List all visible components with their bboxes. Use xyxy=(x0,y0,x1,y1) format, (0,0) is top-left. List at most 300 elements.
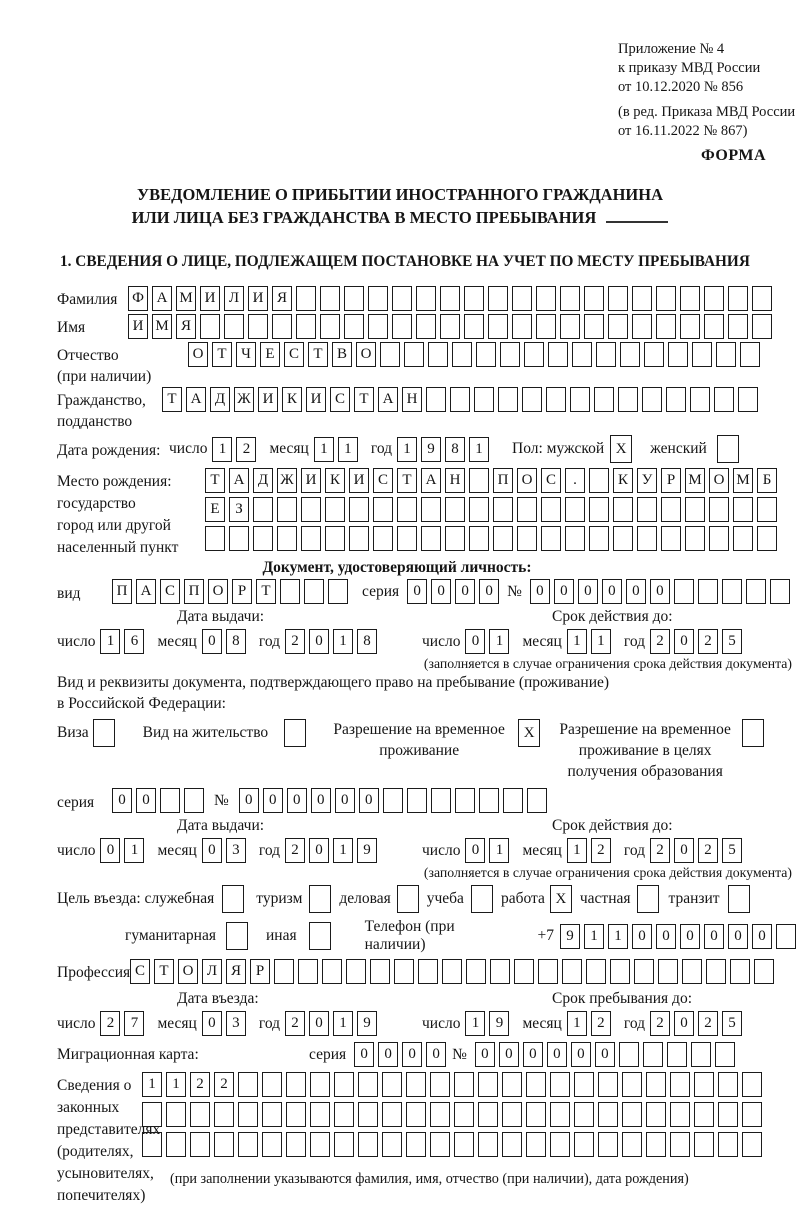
char-box[interactable] xyxy=(442,959,462,984)
char-box[interactable]: 0 xyxy=(112,788,132,813)
char-box[interactable]: 1 xyxy=(314,437,334,462)
char-box[interactable]: 0 xyxy=(359,788,379,813)
char-box[interactable] xyxy=(325,497,345,522)
char-box[interactable] xyxy=(643,1042,663,1067)
char-box[interactable] xyxy=(512,314,532,339)
char-box[interactable] xyxy=(380,342,400,367)
char-box[interactable]: 0 xyxy=(578,579,598,604)
char-box[interactable]: Т xyxy=(162,387,182,412)
char-box[interactable]: 1 xyxy=(465,1011,485,1036)
char-box[interactable] xyxy=(466,959,486,984)
char-box[interactable] xyxy=(325,526,345,551)
char-box[interactable]: 0 xyxy=(309,1011,329,1036)
char-box[interactable] xyxy=(488,314,508,339)
char-box[interactable] xyxy=(328,579,348,604)
char-box[interactable] xyxy=(214,1132,234,1157)
char-box[interactable] xyxy=(757,526,777,551)
char-box[interactable] xyxy=(757,497,777,522)
char-box[interactable]: 3 xyxy=(226,1011,246,1036)
char-box[interactable]: 0 xyxy=(311,788,331,813)
char-box[interactable] xyxy=(358,1072,378,1097)
char-box[interactable] xyxy=(661,497,681,522)
char-box[interactable]: О xyxy=(517,468,537,493)
char-box[interactable] xyxy=(550,1102,570,1127)
char-box[interactable] xyxy=(658,959,678,984)
char-box[interactable]: К xyxy=(282,387,302,412)
char-box[interactable] xyxy=(728,286,748,311)
char-box[interactable] xyxy=(586,959,606,984)
char-box[interactable] xyxy=(452,342,472,367)
char-box[interactable]: Т xyxy=(205,468,225,493)
char-box[interactable]: 0 xyxy=(626,579,646,604)
char-box[interactable] xyxy=(730,959,750,984)
char-box[interactable] xyxy=(738,387,758,412)
char-box[interactable] xyxy=(478,1132,498,1157)
char-box[interactable] xyxy=(349,526,369,551)
char-box[interactable] xyxy=(694,1102,714,1127)
char-box[interactable]: 1 xyxy=(212,437,232,462)
char-box[interactable]: 2 xyxy=(591,838,611,863)
char-box[interactable] xyxy=(373,526,393,551)
char-box[interactable] xyxy=(512,286,532,311)
char-box[interactable]: 1 xyxy=(469,437,489,462)
char-box[interactable]: 0 xyxy=(728,924,748,949)
char-box[interactable] xyxy=(694,1132,714,1157)
char-box[interactable] xyxy=(522,387,542,412)
char-box[interactable]: 2 xyxy=(698,838,718,863)
char-box[interactable] xyxy=(541,497,561,522)
char-box[interactable]: Е xyxy=(205,497,225,522)
checkbox-purpose-private[interactable] xyxy=(637,885,659,913)
char-box[interactable]: Л xyxy=(224,286,244,311)
char-box[interactable]: 0 xyxy=(632,924,652,949)
char-box[interactable]: 1 xyxy=(333,838,353,863)
char-box[interactable] xyxy=(680,286,700,311)
char-box[interactable] xyxy=(715,1042,735,1067)
char-box[interactable]: О xyxy=(709,468,729,493)
char-box[interactable] xyxy=(166,1132,186,1157)
char-box[interactable] xyxy=(320,314,340,339)
char-box[interactable] xyxy=(346,959,366,984)
char-box[interactable]: 0 xyxy=(309,838,329,863)
char-box[interactable]: Я xyxy=(272,286,292,311)
char-box[interactable]: П xyxy=(493,468,513,493)
char-box[interactable]: Т xyxy=(397,468,417,493)
checkbox-temp-permit[interactable]: X xyxy=(518,719,540,747)
char-box[interactable] xyxy=(622,1132,642,1157)
char-box[interactable] xyxy=(574,1102,594,1127)
char-box[interactable]: Т xyxy=(308,342,328,367)
char-box[interactable] xyxy=(455,788,475,813)
char-box[interactable] xyxy=(666,387,686,412)
char-box[interactable] xyxy=(184,788,204,813)
char-box[interactable] xyxy=(310,1132,330,1157)
char-box[interactable]: 5 xyxy=(722,838,742,863)
char-box[interactable]: 2 xyxy=(650,629,670,654)
char-box[interactable] xyxy=(718,1132,738,1157)
char-box[interactable]: 2 xyxy=(650,838,670,863)
char-box[interactable] xyxy=(190,1102,210,1127)
char-box[interactable]: 0 xyxy=(674,629,694,654)
char-box[interactable]: 9 xyxy=(489,1011,509,1036)
char-box[interactable] xyxy=(430,1132,450,1157)
char-box[interactable] xyxy=(661,526,681,551)
char-box[interactable]: У xyxy=(637,468,657,493)
char-box[interactable]: 1 xyxy=(333,1011,353,1036)
char-box[interactable]: 9 xyxy=(560,924,580,949)
char-box[interactable] xyxy=(562,959,582,984)
char-box[interactable]: 1 xyxy=(338,437,358,462)
char-box[interactable] xyxy=(752,286,772,311)
char-box[interactable] xyxy=(716,342,736,367)
char-box[interactable] xyxy=(493,526,513,551)
char-box[interactable]: О xyxy=(178,959,198,984)
char-box[interactable] xyxy=(742,1072,762,1097)
char-box[interactable]: 0 xyxy=(202,1011,222,1036)
char-box[interactable]: 5 xyxy=(722,1011,742,1036)
char-box[interactable]: И xyxy=(349,468,369,493)
char-box[interactable]: 0 xyxy=(674,1011,694,1036)
char-box[interactable] xyxy=(619,1042,639,1067)
char-box[interactable]: А xyxy=(421,468,441,493)
char-box[interactable] xyxy=(667,1042,687,1067)
char-box[interactable]: 1 xyxy=(397,437,417,462)
char-box[interactable] xyxy=(500,342,520,367)
char-box[interactable] xyxy=(406,1132,426,1157)
char-box[interactable] xyxy=(503,788,523,813)
char-box[interactable] xyxy=(474,387,494,412)
char-box[interactable]: Е xyxy=(260,342,280,367)
char-box[interactable] xyxy=(428,342,448,367)
char-box[interactable] xyxy=(770,579,790,604)
char-box[interactable] xyxy=(407,788,427,813)
char-box[interactable] xyxy=(334,1102,354,1127)
char-box[interactable] xyxy=(430,1102,450,1127)
char-box[interactable] xyxy=(370,959,390,984)
char-box[interactable]: И xyxy=(248,286,268,311)
char-box[interactable] xyxy=(382,1072,402,1097)
char-box[interactable] xyxy=(613,526,633,551)
char-box[interactable] xyxy=(286,1132,306,1157)
char-box[interactable]: 5 xyxy=(722,629,742,654)
char-box[interactable] xyxy=(320,286,340,311)
char-box[interactable] xyxy=(373,497,393,522)
char-box[interactable]: 1 xyxy=(166,1072,186,1097)
char-box[interactable] xyxy=(694,1072,714,1097)
char-box[interactable] xyxy=(440,314,460,339)
char-box[interactable]: 1 xyxy=(608,924,628,949)
char-box[interactable]: 0 xyxy=(499,1042,519,1067)
char-box[interactable] xyxy=(613,497,633,522)
checkbox-purpose-study[interactable] xyxy=(471,885,493,913)
char-box[interactable] xyxy=(637,526,657,551)
char-box[interactable] xyxy=(142,1102,162,1127)
char-box[interactable] xyxy=(514,959,534,984)
checkbox-edu-permit[interactable] xyxy=(742,719,764,747)
char-box[interactable] xyxy=(476,342,496,367)
char-box[interactable] xyxy=(310,1072,330,1097)
char-box[interactable]: 1 xyxy=(100,629,120,654)
char-box[interactable] xyxy=(526,1102,546,1127)
char-box[interactable] xyxy=(344,314,364,339)
char-box[interactable] xyxy=(634,959,654,984)
checkbox-gender-female[interactable] xyxy=(717,435,739,463)
char-box[interactable] xyxy=(584,286,604,311)
char-box[interactable]: И xyxy=(258,387,278,412)
char-box[interactable]: И xyxy=(306,387,326,412)
char-box[interactable]: 7 xyxy=(124,1011,144,1036)
char-box[interactable]: 0 xyxy=(202,838,222,863)
char-box[interactable] xyxy=(754,959,774,984)
char-box[interactable] xyxy=(565,497,585,522)
char-box[interactable]: Р xyxy=(250,959,270,984)
char-box[interactable]: 0 xyxy=(475,1042,495,1067)
char-box[interactable]: Т xyxy=(154,959,174,984)
checkbox-purpose-other[interactable] xyxy=(309,922,331,950)
char-box[interactable] xyxy=(286,1102,306,1127)
char-box[interactable] xyxy=(728,314,748,339)
char-box[interactable] xyxy=(538,959,558,984)
char-box[interactable]: 0 xyxy=(650,579,670,604)
char-box[interactable] xyxy=(596,342,616,367)
char-box[interactable] xyxy=(322,959,342,984)
char-box[interactable] xyxy=(286,1072,306,1097)
char-box[interactable] xyxy=(238,1072,258,1097)
char-box[interactable] xyxy=(502,1102,522,1127)
char-box[interactable]: П xyxy=(184,579,204,604)
char-box[interactable]: З xyxy=(229,497,249,522)
char-box[interactable] xyxy=(680,314,700,339)
char-box[interactable]: 0 xyxy=(426,1042,446,1067)
char-box[interactable] xyxy=(296,286,316,311)
char-box[interactable] xyxy=(296,314,316,339)
char-box[interactable]: И xyxy=(128,314,148,339)
char-box[interactable]: 1 xyxy=(567,1011,587,1036)
char-box[interactable] xyxy=(718,1072,738,1097)
char-box[interactable]: 1 xyxy=(591,629,611,654)
char-box[interactable]: 2 xyxy=(698,629,718,654)
char-box[interactable] xyxy=(656,314,676,339)
checkbox-purpose-work[interactable]: X xyxy=(550,885,572,913)
char-box[interactable]: Д xyxy=(253,468,273,493)
char-box[interactable] xyxy=(274,959,294,984)
char-box[interactable] xyxy=(594,387,614,412)
char-box[interactable] xyxy=(200,314,220,339)
char-box[interactable]: Ж xyxy=(277,468,297,493)
char-box[interactable] xyxy=(550,1132,570,1157)
char-box[interactable]: Б xyxy=(757,468,777,493)
char-box[interactable] xyxy=(589,497,609,522)
char-box[interactable] xyxy=(646,1072,666,1097)
char-box[interactable]: 2 xyxy=(236,437,256,462)
char-box[interactable]: 0 xyxy=(202,629,222,654)
char-box[interactable]: Т xyxy=(256,579,276,604)
char-box[interactable] xyxy=(598,1102,618,1127)
char-box[interactable] xyxy=(406,1072,426,1097)
char-box[interactable] xyxy=(301,497,321,522)
char-box[interactable] xyxy=(450,387,470,412)
char-box[interactable]: А xyxy=(186,387,206,412)
char-box[interactable] xyxy=(464,286,484,311)
char-box[interactable]: 0 xyxy=(136,788,156,813)
checkbox-residence-permit[interactable] xyxy=(284,719,306,747)
char-box[interactable] xyxy=(517,497,537,522)
char-box[interactable]: 2 xyxy=(100,1011,120,1036)
char-box[interactable]: 0 xyxy=(523,1042,543,1067)
char-box[interactable] xyxy=(704,286,724,311)
char-box[interactable] xyxy=(608,314,628,339)
char-box[interactable]: 9 xyxy=(421,437,441,462)
char-box[interactable]: О xyxy=(208,579,228,604)
char-box[interactable] xyxy=(690,387,710,412)
char-box[interactable] xyxy=(392,286,412,311)
char-box[interactable]: 2 xyxy=(285,629,305,654)
char-box[interactable] xyxy=(397,497,417,522)
char-box[interactable]: 1 xyxy=(584,924,604,949)
char-box[interactable] xyxy=(301,526,321,551)
char-box[interactable]: 1 xyxy=(567,629,587,654)
char-box[interactable]: 8 xyxy=(445,437,465,462)
char-box[interactable]: С xyxy=(130,959,150,984)
char-box[interactable]: 0 xyxy=(674,838,694,863)
checkbox-purpose-business[interactable] xyxy=(397,885,419,913)
char-box[interactable] xyxy=(526,1132,546,1157)
char-box[interactable]: А xyxy=(229,468,249,493)
char-box[interactable] xyxy=(229,526,249,551)
char-box[interactable] xyxy=(344,286,364,311)
char-box[interactable] xyxy=(397,526,417,551)
char-box[interactable]: 2 xyxy=(650,1011,670,1036)
char-box[interactable] xyxy=(224,314,244,339)
char-box[interactable] xyxy=(550,1072,570,1097)
char-box[interactable] xyxy=(656,286,676,311)
char-box[interactable] xyxy=(416,314,436,339)
char-box[interactable]: 0 xyxy=(595,1042,615,1067)
char-box[interactable]: 1 xyxy=(333,629,353,654)
char-box[interactable]: 0 xyxy=(656,924,676,949)
char-box[interactable] xyxy=(334,1072,354,1097)
char-box[interactable]: 2 xyxy=(214,1072,234,1097)
char-box[interactable]: 2 xyxy=(591,1011,611,1036)
char-box[interactable]: 0 xyxy=(100,838,120,863)
char-box[interactable] xyxy=(394,959,414,984)
char-box[interactable]: 0 xyxy=(309,629,329,654)
char-box[interactable] xyxy=(382,1102,402,1127)
checkbox-purpose-transit[interactable] xyxy=(728,885,750,913)
char-box[interactable] xyxy=(598,1072,618,1097)
char-box[interactable] xyxy=(479,788,499,813)
char-box[interactable] xyxy=(418,959,438,984)
char-box[interactable]: А xyxy=(136,579,156,604)
char-box[interactable] xyxy=(536,314,556,339)
char-box[interactable]: Т xyxy=(354,387,374,412)
char-box[interactable] xyxy=(691,1042,711,1067)
char-box[interactable]: 0 xyxy=(287,788,307,813)
char-box[interactable] xyxy=(685,526,705,551)
char-box[interactable] xyxy=(298,959,318,984)
char-box[interactable]: 0 xyxy=(335,788,355,813)
char-box[interactable]: К xyxy=(325,468,345,493)
char-box[interactable] xyxy=(277,497,297,522)
char-box[interactable] xyxy=(493,497,513,522)
char-box[interactable]: 0 xyxy=(465,629,485,654)
char-box[interactable] xyxy=(526,1072,546,1097)
char-box[interactable]: 0 xyxy=(571,1042,591,1067)
char-box[interactable] xyxy=(277,526,297,551)
char-box[interactable] xyxy=(430,1072,450,1097)
char-box[interactable]: И xyxy=(200,286,220,311)
char-box[interactable] xyxy=(253,497,273,522)
char-box[interactable] xyxy=(349,497,369,522)
char-box[interactable] xyxy=(740,342,760,367)
char-box[interactable] xyxy=(262,1072,282,1097)
char-box[interactable]: 8 xyxy=(357,629,377,654)
char-box[interactable] xyxy=(478,1102,498,1127)
char-box[interactable] xyxy=(383,788,403,813)
char-box[interactable] xyxy=(632,314,652,339)
char-box[interactable] xyxy=(406,1102,426,1127)
char-box[interactable] xyxy=(440,286,460,311)
char-box[interactable] xyxy=(524,342,544,367)
char-box[interactable]: . xyxy=(565,468,585,493)
char-box[interactable]: 0 xyxy=(263,788,283,813)
char-box[interactable] xyxy=(646,1132,666,1157)
char-box[interactable] xyxy=(674,579,694,604)
char-box[interactable] xyxy=(709,497,729,522)
char-box[interactable]: Р xyxy=(661,468,681,493)
char-box[interactable]: А xyxy=(378,387,398,412)
char-box[interactable] xyxy=(502,1132,522,1157)
char-box[interactable] xyxy=(742,1132,762,1157)
char-box[interactable]: 0 xyxy=(239,788,259,813)
char-box[interactable] xyxy=(392,314,412,339)
char-box[interactable] xyxy=(718,1102,738,1127)
char-box[interactable] xyxy=(584,314,604,339)
char-box[interactable] xyxy=(280,579,300,604)
char-box[interactable] xyxy=(632,286,652,311)
char-box[interactable]: К xyxy=(613,468,633,493)
char-box[interactable] xyxy=(622,1072,642,1097)
char-box[interactable] xyxy=(682,959,702,984)
char-box[interactable] xyxy=(488,286,508,311)
char-box[interactable]: 0 xyxy=(704,924,724,949)
char-box[interactable] xyxy=(368,314,388,339)
char-box[interactable] xyxy=(358,1102,378,1127)
char-box[interactable] xyxy=(698,579,718,604)
char-box[interactable]: Т xyxy=(212,342,232,367)
char-box[interactable]: Ж xyxy=(234,387,254,412)
char-box[interactable]: 0 xyxy=(354,1042,374,1067)
char-box[interactable]: 6 xyxy=(124,629,144,654)
char-box[interactable]: 0 xyxy=(547,1042,567,1067)
char-box[interactable]: Я xyxy=(226,959,246,984)
char-box[interactable]: С xyxy=(160,579,180,604)
checkbox-purpose-tourism[interactable] xyxy=(309,885,331,913)
char-box[interactable] xyxy=(469,468,489,493)
char-box[interactable]: 1 xyxy=(567,838,587,863)
char-box[interactable] xyxy=(709,526,729,551)
char-box[interactable]: С xyxy=(284,342,304,367)
char-box[interactable]: П xyxy=(112,579,132,604)
char-box[interactable] xyxy=(618,387,638,412)
char-box[interactable] xyxy=(733,526,753,551)
char-box[interactable]: 0 xyxy=(465,838,485,863)
char-box[interactable] xyxy=(642,387,662,412)
char-box[interactable]: Н xyxy=(445,468,465,493)
char-box[interactable] xyxy=(637,497,657,522)
char-box[interactable] xyxy=(546,387,566,412)
char-box[interactable] xyxy=(502,1072,522,1097)
